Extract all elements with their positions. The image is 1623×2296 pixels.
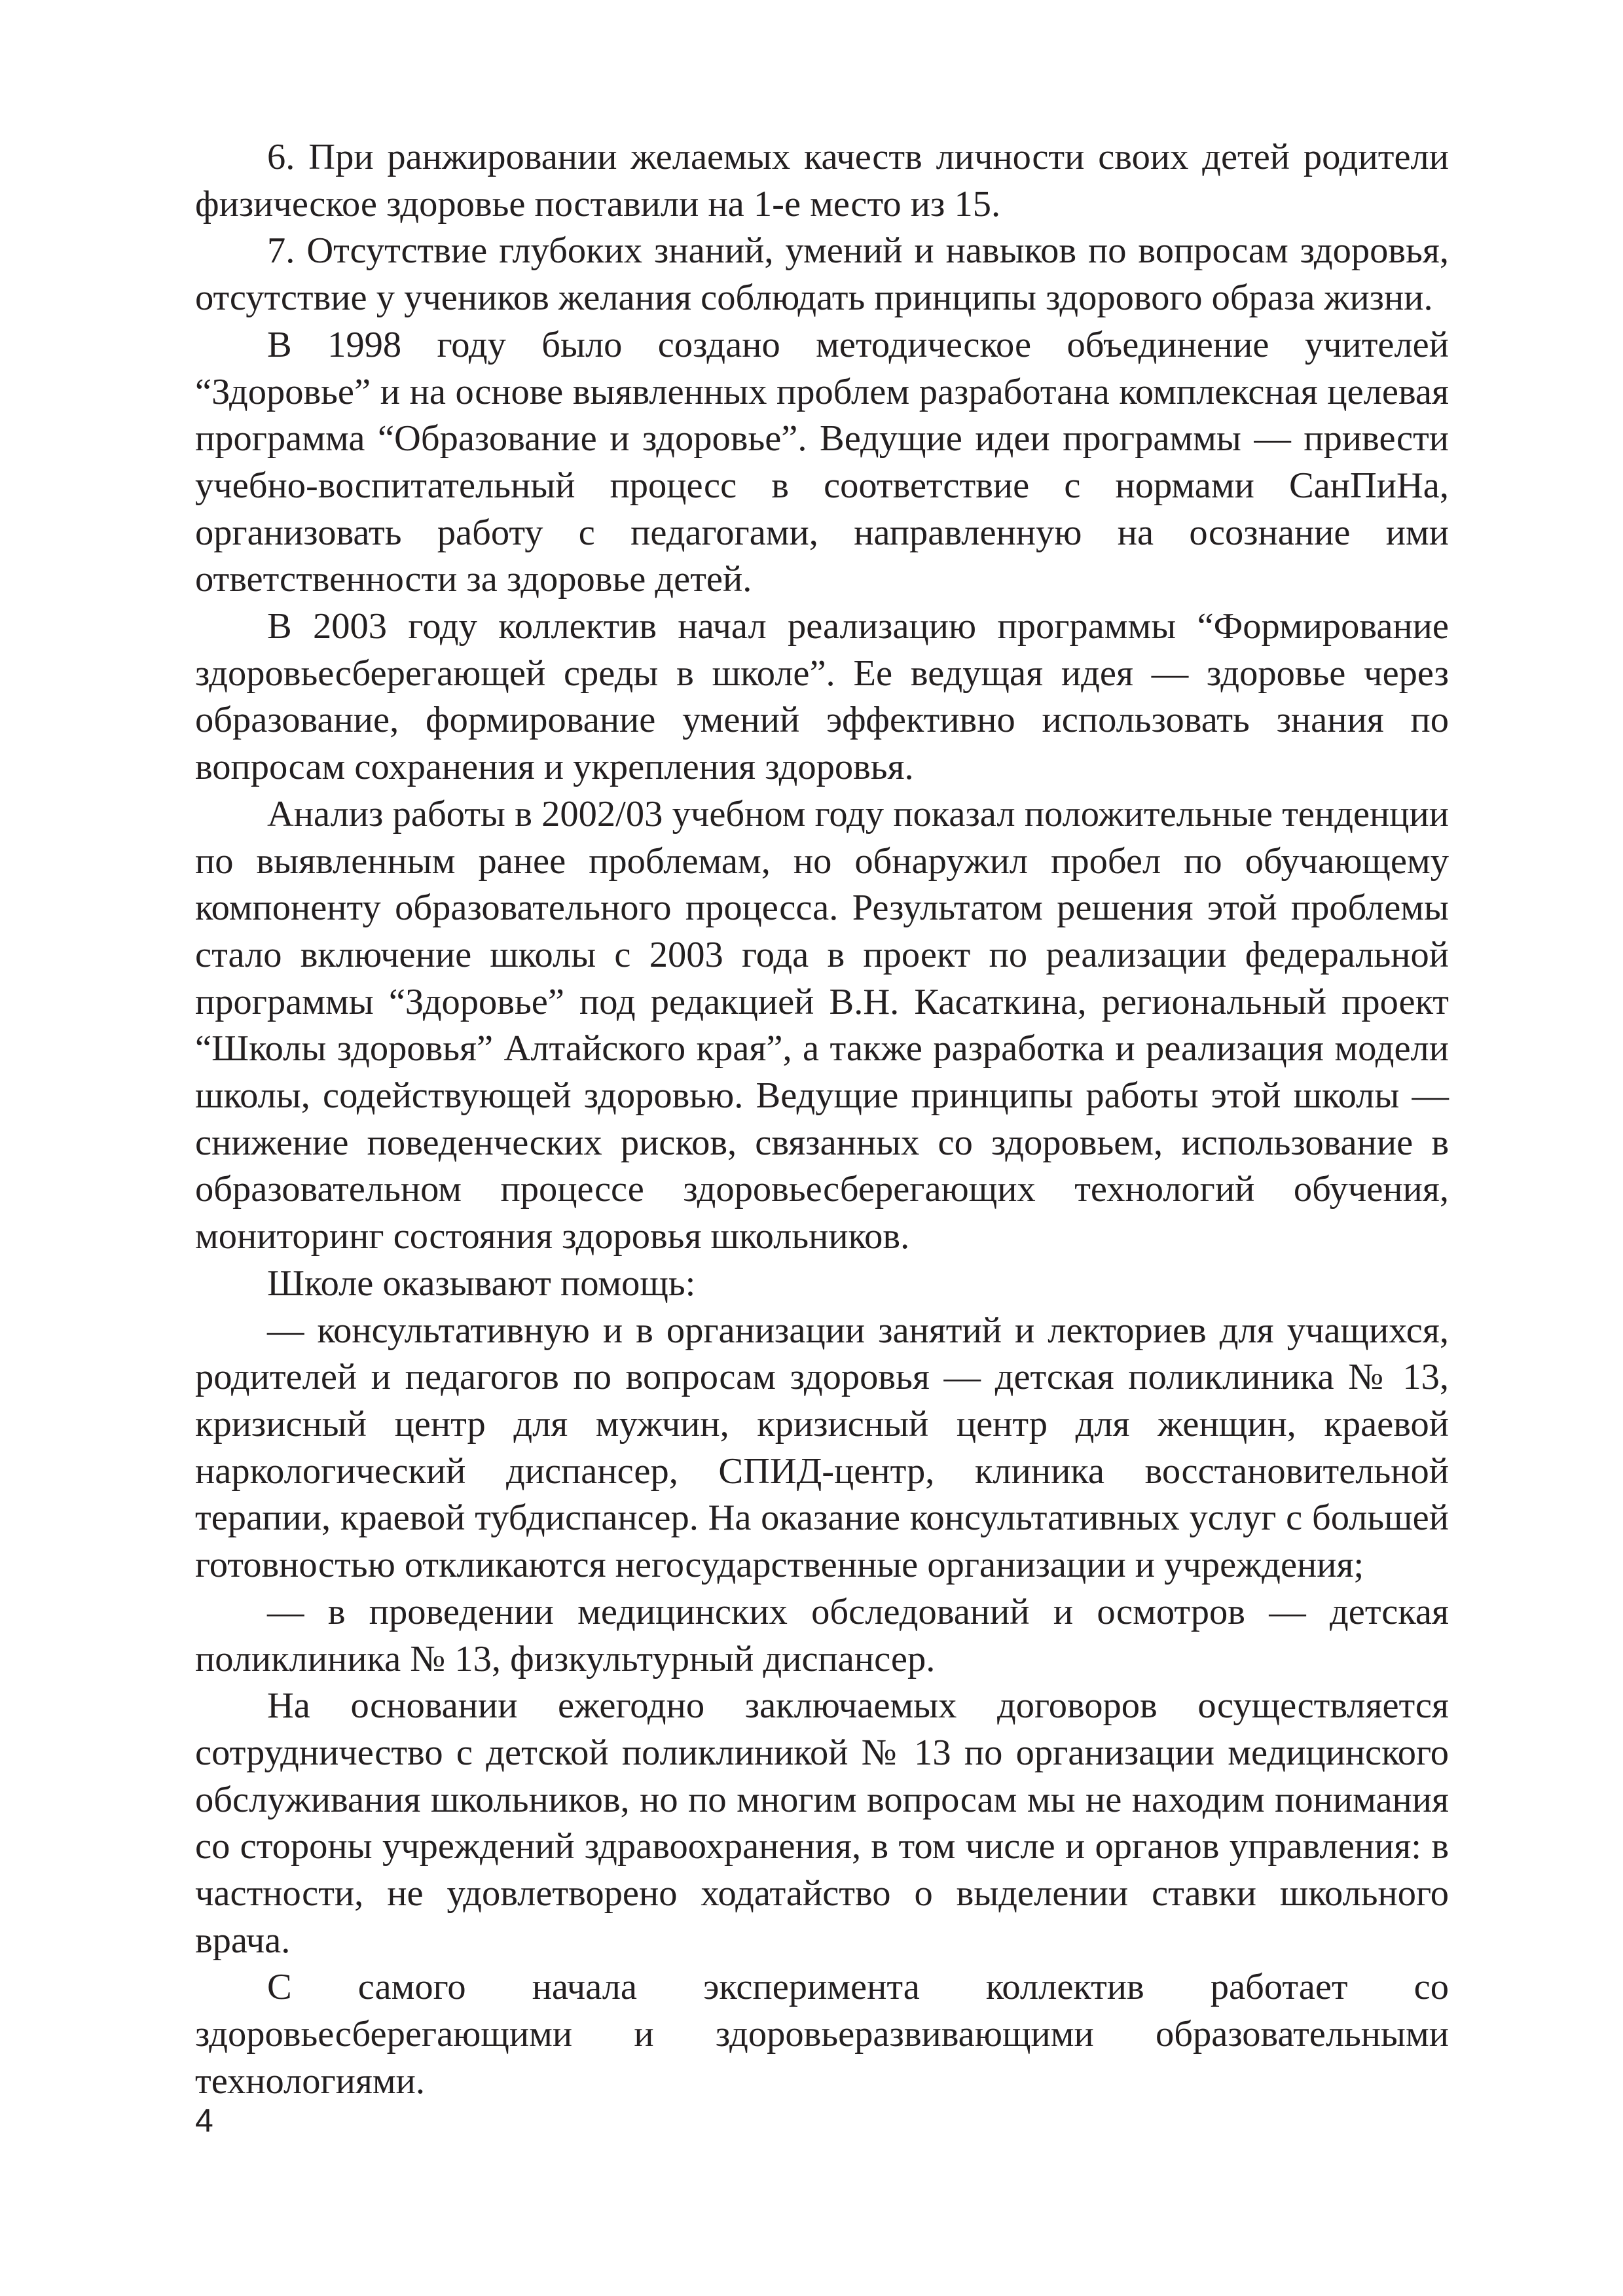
- paragraph: В 1998 году было создано методическое объединение учителей “Здоровье” и на основе выявленных проблем разработана комплексная целевая программа “Образование и здоровье”. Ведущие идеи программы — привести учебно-воспитательный процесс в соответствие с нормами СанПиНа, организовать работу с педагогами, направленную на осознание ими ответственности за здоровье детей.: [195, 324, 1449, 600]
- paragraph: — консультативную и в организации занятий и лекториев для учащихся, родителей и педагогов по вопросам здоровья — детская поликлиника № 13, кризисный центр для мужчин, кризисный центр для женщин, краевой наркологический диспансер, СПИД-центр, клиника восстановительной терапии, краевой тубдиспансер. На оказание консультативных услуг с большей готовностью откликаются негосударственные организации и учреждения;: [195, 1310, 1449, 1586]
- page-body: [195, 134, 1449, 2106]
- paragraph: 6. При ранжировании желаемых качеств личности своих детей родители физическое здоровье поставили на 1-е место из 15.: [195, 137, 1449, 224]
- paragraph: 7. Отсутствие глубоких знаний, умений и навыков по вопросам здоровья, отсутствие у учеников желания соблюдать принципы здорового образа жизни.: [195, 230, 1449, 319]
- paragraph: С самого начала эксперимента коллектив работает со здоровьесберегающими и здоровьеразвивающими образовательными технологиями.: [195, 1967, 1449, 2102]
- paragraph: Анализ работы в 2002/03 учебном году показал положительные тенденции по выявленным ранее проблемам, но обнаружил пробел по обучающему компоненту образовательного процесса. Результатом решения этой проблемы стало включение школы с 2003 года в проект по реализации федеральной программы “Здоровье” под редакцией В.Н. Касаткина, региональный проект “Школы здоровья” Алтайского края”, а также разработка и реализация модели школы, содействующей здоровью. Ведущие принципы работы этой школы — снижение поведенческих рисков, связанных со здоровьем, использование в образовательном процессе здоровьесберегающих технологий обучения, мониторинг состояния здоровья школьников.: [195, 793, 1449, 1257]
- paragraph: — в проведении медицинских обследований и осмотров — детская поликлиника № 13, физкультурный диспансер.: [195, 1591, 1449, 1679]
- paragraph: На основании ежегодно заключаемых договоров осуществляется сотрудничество с детской поликлиникой № 13 по организации медицинского обслуживания школьников, но по многим вопросам мы не находим понимания со стороны учреждений здравоохранения, в том числе и органов управления: в частности, не удовлетворено ходатайство о выделении ставки школьного врача.: [195, 1685, 1449, 1961]
- paragraph: В 2003 году коллектив начал реализацию программы “Формирование здоровьесберегающей среды в школе”. Ее ведущая идея — здоровье через образование, формирование умений эффективно использовать знания по вопросам сохранения и укрепления здоровья.: [195, 606, 1449, 788]
- paragraph: Школе оказывают помощь:: [267, 1263, 696, 1304]
- page-number: 4: [195, 2102, 213, 2139]
